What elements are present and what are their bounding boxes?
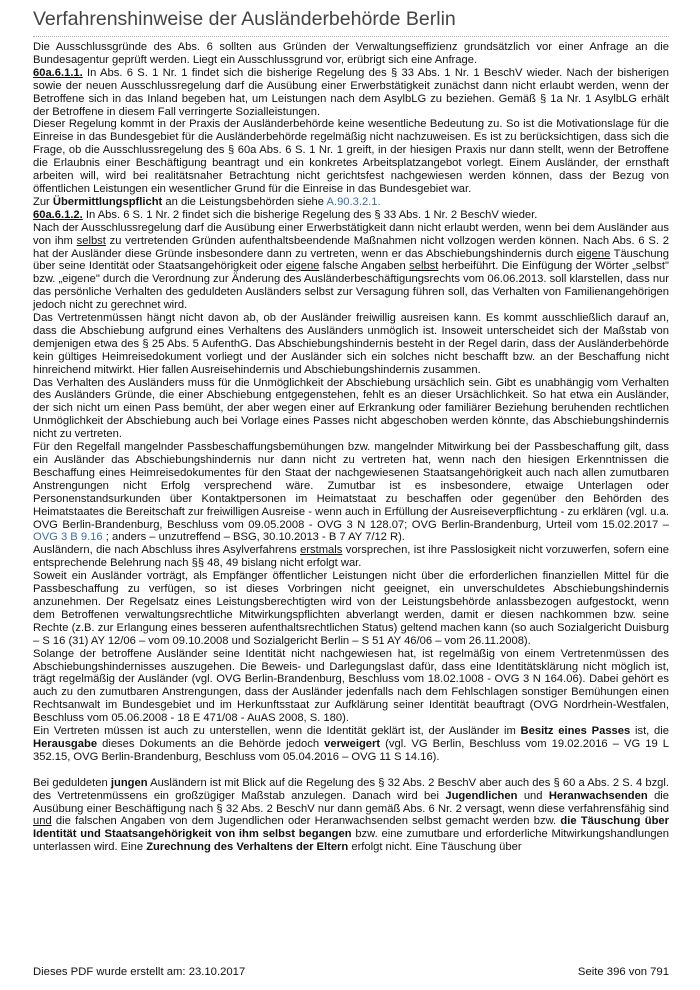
- cross-reference-link[interactable]: A.90.3.2.1.: [326, 195, 381, 208]
- page-number: Seite 396 von 791: [577, 966, 669, 978]
- paragraph: Zur Übermittlungspflicht an die Leistungsbehörden siehe A.90.3.2.1.: [33, 195, 381, 208]
- paragraph: Nach der Ausschlussregelung darf die Ausübung einer Erwerbstätigkeit dann nicht erlaubt werden, wenn bei dem Ausländer aus von ihm selbst zu vertretenden Gründen aufenthaltsbeendende Maßnahmen nicht vollzogen werden können. Nach Abs. 6 S. 2 hat der Ausländer diese Gründe insbesondere dann zu vertreten, wenn er das Abschiebungshindernis durch eigene Täuschung über seine Identität oder Staatsangehörigkeit oder eigene falsche Angaben selbst herbeiführt. Die Einfügung der Wörter „selbst" bzw. „eigene" durch die Verordnung zur Änderung des Ausländerbeschäftigungsrechts vom 06.06.2013. soll klarstellen, dass nur das persönliche Verhalten des geduldeten Ausländers selbst zur Versagung führen soll, das Verhalten von Familienangehörigen jedoch nicht zu gerechnet wird.: [33, 221, 670, 312]
- paragraph: Das Verhalten des Ausländers muss für die Unmöglichkeit der Abschiebung ursächlich sein. Gibt es unabhängig vom Verhalten des Ausländers Gründe, die einer Abschiebung entgegenstehen, fehlt es an dieser Ursächlichkeit. So hat etwa ein Ausländer, der sich nicht um einen Pass bemüht, der aber wegen einer auf Erkrankung oder familiärer Beziehung beruhenden rechtlichen Unmöglichkeit der Abschiebung auch bei Vorlage eines Passes nicht abgeschoben werden könnte, das Abschiebungshindernis nicht zu vertreten.: [33, 376, 669, 441]
- paragraph-spacer: [33, 764, 669, 777]
- court-decision-link[interactable]: OVG 3 B 9.16: [33, 531, 103, 544]
- section-marker: 60a.6.1.1.: [33, 66, 83, 79]
- title-divider: [33, 36, 669, 37]
- paragraph: Ausländern, die nach Abschluss ihres Asylverfahrens erstmals vorsprechen, ist ihre Passlosigkeit nicht vorzuwerfen, sofern eine entsprechende Belehrung nach §§ 48, 49 bislang nicht erfolgt war.: [33, 544, 669, 570]
- paragraph: 60a.6.1.2. In Abs. 6 S. 1 Nr. 2 findet sich die bisherige Regelung des § 33 Abs. 1 Nr. 2 BeschV wieder.: [33, 208, 538, 221]
- creation-date: Dieses PDF wurde erstellt am: 23.10.2017: [33, 966, 246, 978]
- paragraph: Das Vertretenmüssen hängt nicht davon ab, ob der Ausländer freiwillig ausreisen kann. Es kommt ausschließlich darauf an, dass die Abschiebung aufgrund eines Verhaltens des Ausländers unmöglich ist. Insoweit unterscheidet sich der Maßstab von demjenigen etwa des § 25 Abs. 5 AufenthG. Das Abschiebungshindernis besteht in der Regel darin, dass der Ausländerbehörde kein gültiges Heimreisedokument vorliegt und der Ausländer sich ein solches nicht beschafft bzw. an der Beschaffung nicht hinreichend mitwirkt. Hier fallen Ausreisehindernis und Abschiebungshindernis zusammen.: [33, 312, 669, 376]
- paragraph: Die Ausschlussgründe des Abs. 6 sollten aus Gründen der Verwaltungseffizienz grundsätzlich vor einer Anfrage an die Bundesagentur geprüft werden. Liegt ein Ausschlussgrund vor, erübrigt sich eine Anfrage.: [33, 41, 669, 66]
- document-body: [33, 41, 669, 854]
- page-footer: [33, 966, 669, 978]
- paragraph: Für den Regelfall mangelnder Passbeschaffungsbemühungen bzw. mangelnder Mitwirkung bei der Passbeschaffung gilt, dass ein Ausländer das Abschiebungshindernis nur dann nicht zu vertreten hat, wenn nach den hiesigen Erkenntnissen die Beschaffung eines Heimreisedokumentes für den Staat der nachgewiesenen Staatsangehörigkeit auch nach allen zumutbaren Anstrengungen nicht Erfolg versprechend wäre. Zumutbar ist es insbesondere, etwaige Unterlagen oder Personenstandsurkunden über Kontaktpersonen im Heimatstaat zu beschaffen oder gegenüber den Behörden des Heimatstaates die Bereitschaft zur freiwilligen Ausreise - wenn auch in Erfüllung der Ausreiseverpflichtung - zu erklären (vgl. u.a. OVG Berlin-Brandenburg, Beschluss vom 09.05.2008 - OVG 3 N 128.07; OVG Berlin-Brandenburg, Urteil vom 15.02.2017 – OVG 3 B 9.16 ; anders – unzutreffend – BSG, 30.10.2013 - B 7 AY 7/12 R).: [33, 441, 669, 544]
- paragraph: 60a.6.1.1. In Abs. 6 S. 1 Nr. 1 findet sich die bisherige Regelung des § 33 Abs. 1 Nr. 1 BeschV wieder. Nach der bisherigen sowie der neuen Ausschlussregelung darf die Ausübung einer Erwerbstätigkeit zunächst dann nicht erlaubt werden, wenn der Betroffene sich in das Inland begeben hat, um Leistungen nach dem AsylbLG zu beziehen. Gemäß § 1a Nr. 1 AsylbLG erhält der Betroffene in diesem Fall verringerte Sozialleistungen.: [33, 66, 669, 118]
- section-marker: 60a.6.1.2.: [33, 208, 83, 221]
- paragraph: Solange der betroffene Ausländer seine Identität nicht nachgewiesen hat, ist regelmäßig von einem Vertretenmüssen des Abschiebungshindernisses auszugehen. Die Beweis- und Darlegungslast dafür, dass eine Identitätsklärung nicht möglich ist, trägt regelmäßig der Ausländer (vgl. OVG Berlin-Brandenburg, Beschluss vom 18.02.1008 - OVG 3 N 164.06). Dabei gehört es auch zu den zumutbaren Anstrengungen, dass der Ausländer jedenfalls nach dem Fehlschlagen sonstiger Bemühungen einen Rechtsanwalt im Bundesgebiet und im Herkunftsstaat zur Aufklärung seiner Identität beauftragt (OVG Nordrhein-Westfalen, Beschluss vom 05.06.2008 - 18 E 471/08 - AuAS 2008, S. 180).: [33, 647, 669, 725]
- paragraph: Dieser Regelung kommt in der Praxis der Ausländerbehörde keine wesentliche Bedeutung zu. So ist die Motivationslage für die Einreise in das Bundesgebiet für die Ausländerbehörde regelmäßig nicht nachzuweisen. Es ist zu berücksichtigen, dass sich die Frage, ob die Ausschlussregelung des § 60a Abs. 6 S. 1 Nr. 1 greift, in der hiesigen Praxis nur dann stellt, wenn der Betroffene die Erlaubnis einer Beschäftigung beantragt und ein konkretes Arbeitsplatzangebot vorlegt. Einem Ausländer, der ernsthaft arbeiten will, wird bei realitätsnaher Betrachtung nicht gerichtsfest nachgewiesen werden können, dass der Bezug von öffentlichen Leistungen ein wesentlicher Grund für die Einreise in das Bundesgebiet war.: [33, 118, 669, 195]
- paragraph: Soweit ein Ausländer vorträgt, als Empfänger öffentlicher Leistungen nicht über die erforderlichen finanziellen Mittel für die Passbeschaffung zu verfügen, so ist dieses Vorbringen nicht geeignet, ein unverschuldetes Abschiebungshindernis anzunehmen. Der Regelsatz eines Leistungsberechtigten wird von der Leistungsbehörde anlassbezogen aufgestockt, wenn dem Betroffenen verwaltungsrechtliche Mitwirkungspflichten abverlangt werden, damit er diesen nachkommen bzw. seine Rechte (z.B. zur Erlangung eines besseren aufenthaltsrechtlichen Status) geltend machen kann (so auch Sozialgericht Duisburg – S 16 (31) AY 12/06 – vom 09.10.2008 und Sozialgericht Berlin – S 51 AY 46/06 – vom 26.11.2008).: [33, 570, 669, 647]
- page-title: Verfahrenshinweise der Ausländerbehörde Berlin: [33, 8, 456, 30]
- paragraph: Ein Vertreten müssen ist auch zu unterstellen, wenn die Identität geklärt ist, der Ausländer im Besitz eines Passes ist, die Herausgabe dieses Dokuments an die Behörde jedoch verweigert (vgl. VG Berlin, Beschluss vom 19.02.2016 – VG 19 L 352.15, OVG Berlin-Brandenburg, Beschluss vom 05.04.2016 – OVG 11 S 14.16).: [33, 725, 669, 763]
- bold-term: Übermittlungspflicht: [52, 195, 163, 208]
- paragraph: Bei geduldeten jungen Ausländern ist mit Blick auf die Regelung des § 32 Abs. 2 BeschV aber auch des § 60 a Abs. 2 S. 4 bzgl. des Vertretenmüssens ein großzügiger Maßstab anzulegen. Danach wird bei Jugendlichen und Heranwachsenden die Ausübung einer Beschäftigung nach § 32 Abs. 2 BeschV nur dann gemäß Abs. 6 Nr. 2 versagt, wenn diese verfahrensfähig sind und die falschen Angaben von dem Jugendlichen oder Heranwachsenden selbst gemacht werden bzw. die Täuschung über Identität und Staatsangehörigkeit von ihm selbst begangen bzw. eine zumutbare und erforderliche Mitwirkungshandlungen unterlassen wird. Eine Zurechnung des Verhaltens der Eltern erfolgt nicht. Eine Täuschung über: [33, 776, 669, 854]
